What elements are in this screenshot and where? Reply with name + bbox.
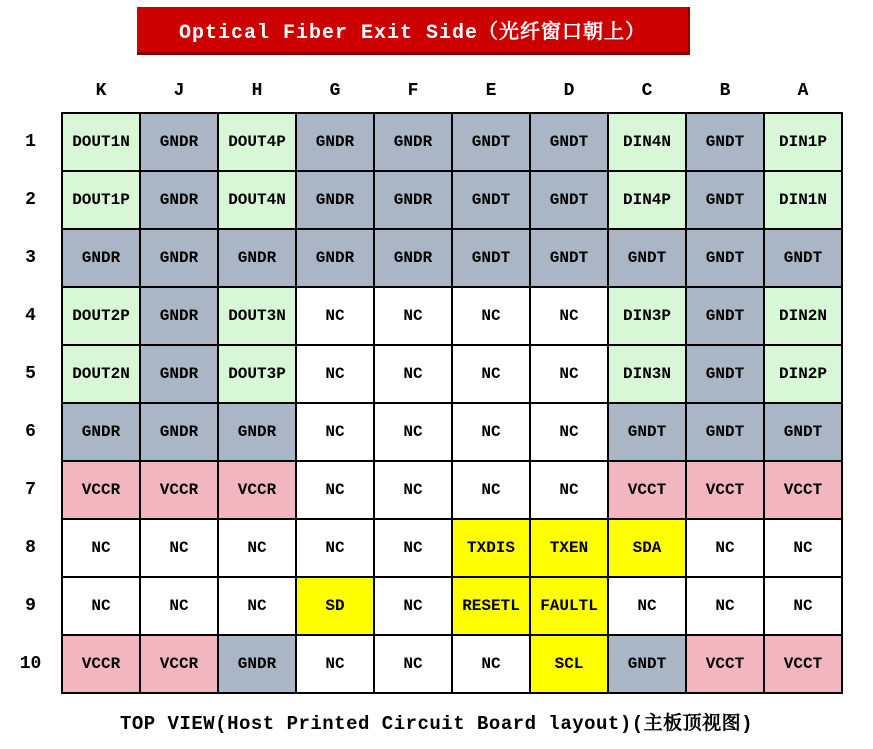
row-label-1: 1 (0, 113, 62, 171)
pin-cell-c1: DIN4N (608, 113, 686, 171)
pin-cell-b9: NC (686, 577, 764, 635)
pin-cell-c7: VCCT (608, 461, 686, 519)
pin-cell-k10: VCCR (62, 635, 140, 693)
row-label-10: 10 (0, 635, 62, 693)
pin-row-4 (0, 287, 842, 345)
pin-cell-h1: DOUT4P (218, 113, 296, 171)
pin-cell-g7: NC (296, 461, 374, 519)
column-header-h: H (218, 70, 296, 113)
pin-row-10 (0, 635, 842, 693)
pin-cell-g2: GNDR (296, 171, 374, 229)
pin-cell-d1: GNDT (530, 113, 608, 171)
pin-cell-h7: VCCR (218, 461, 296, 519)
column-header-k: K (62, 70, 140, 113)
pin-cell-f4: NC (374, 287, 452, 345)
pin-cell-k7: VCCR (62, 461, 140, 519)
pin-cell-h6: GNDR (218, 403, 296, 461)
pin-cell-e5: NC (452, 345, 530, 403)
caption: TOP VIEW(Host Printed Circuit Board layout)(主板顶视图) (119, 713, 754, 735)
pin-cell-j3: GNDR (140, 229, 218, 287)
pin-cell-d9: FAULTL (530, 577, 608, 635)
column-header-f: F (374, 70, 452, 113)
pin-row-2 (0, 171, 842, 229)
pin-cell-f5: NC (374, 345, 452, 403)
pin-cell-j8: NC (140, 519, 218, 577)
pin-cell-a8: NC (764, 519, 842, 577)
pin-cell-h8: NC (218, 519, 296, 577)
pin-cell-a6: GNDT (764, 403, 842, 461)
pin-cell-d8: TXEN (530, 519, 608, 577)
pin-cell-c10: GNDT (608, 635, 686, 693)
pin-cell-e1: GNDT (452, 113, 530, 171)
pin-cell-g10: NC (296, 635, 374, 693)
pin-cell-h10: GNDR (218, 635, 296, 693)
column-header-c: C (608, 70, 686, 113)
pin-cell-b7: VCCT (686, 461, 764, 519)
pin-cell-f3: GNDR (374, 229, 452, 287)
pin-row-3 (0, 229, 842, 287)
pin-cell-k1: DOUT1N (62, 113, 140, 171)
pin-cell-a4: DIN2N (764, 287, 842, 345)
pin-cell-a7: VCCT (764, 461, 842, 519)
pin-row-1 (0, 113, 842, 171)
pin-cell-f2: GNDR (374, 171, 452, 229)
pin-cell-h5: DOUT3P (218, 345, 296, 403)
pin-cell-f10: NC (374, 635, 452, 693)
pin-cell-j4: GNDR (140, 287, 218, 345)
pin-cell-c8: SDA (608, 519, 686, 577)
row-label-8: 8 (0, 519, 62, 577)
pin-cell-g8: NC (296, 519, 374, 577)
pin-cell-c6: GNDT (608, 403, 686, 461)
pin-cell-j9: NC (140, 577, 218, 635)
pin-cell-d5: NC (530, 345, 608, 403)
pin-cell-k6: GNDR (62, 403, 140, 461)
pin-cell-a9: NC (764, 577, 842, 635)
title-text: Optical Fiber Exit Side（光纤窗口朝上） (178, 21, 647, 45)
pin-cell-h9: NC (218, 577, 296, 635)
pin-cell-a5: DIN2P (764, 345, 842, 403)
pin-cell-e8: TXDIS (452, 519, 530, 577)
corner-cell (0, 70, 62, 113)
pin-row-8 (0, 519, 842, 577)
row-label-3: 3 (0, 229, 62, 287)
pin-cell-f7: NC (374, 461, 452, 519)
pin-row-9 (0, 577, 842, 635)
pin-cell-c3: GNDT (608, 229, 686, 287)
pin-cell-b8: NC (686, 519, 764, 577)
pin-table (0, 70, 843, 694)
pin-cell-k3: GNDR (62, 229, 140, 287)
pin-cell-b6: GNDT (686, 403, 764, 461)
pin-cell-e9: RESETL (452, 577, 530, 635)
row-label-2: 2 (0, 171, 62, 229)
pin-cell-g5: NC (296, 345, 374, 403)
pin-cell-f9: NC (374, 577, 452, 635)
pin-cell-b5: GNDT (686, 345, 764, 403)
row-label-9: 9 (0, 577, 62, 635)
pin-cell-h4: DOUT3N (218, 287, 296, 345)
pin-cell-j5: GNDR (140, 345, 218, 403)
column-header-g: G (296, 70, 374, 113)
pin-table-body (0, 70, 842, 693)
pin-cell-k8: NC (62, 519, 140, 577)
pin-cell-g9: SD (296, 577, 374, 635)
pin-cell-c9: NC (608, 577, 686, 635)
pin-row-6 (0, 403, 842, 461)
title-banner (137, 7, 690, 55)
pin-cell-e7: NC (452, 461, 530, 519)
pin-row-7 (0, 461, 842, 519)
row-label-7: 7 (0, 461, 62, 519)
pin-cell-c4: DIN3P (608, 287, 686, 345)
pin-cell-j10: VCCR (140, 635, 218, 693)
column-header-e: E (452, 70, 530, 113)
pin-cell-c5: DIN3N (608, 345, 686, 403)
pin-cell-d7: NC (530, 461, 608, 519)
pin-cell-f8: NC (374, 519, 452, 577)
pin-cell-f6: NC (374, 403, 452, 461)
pin-cell-h2: DOUT4N (218, 171, 296, 229)
pin-cell-b2: GNDT (686, 171, 764, 229)
column-header-d: D (530, 70, 608, 113)
column-header-a: A (764, 70, 842, 113)
pin-cell-k5: DOUT2N (62, 345, 140, 403)
pin-cell-a10: VCCT (764, 635, 842, 693)
pin-cell-g4: NC (296, 287, 374, 345)
pin-cell-d10: SCL (530, 635, 608, 693)
pin-cell-e4: NC (452, 287, 530, 345)
pin-cell-e10: NC (452, 635, 530, 693)
pin-cell-d6: NC (530, 403, 608, 461)
pin-cell-a3: GNDT (764, 229, 842, 287)
pin-cell-k4: DOUT2P (62, 287, 140, 345)
pin-cell-e3: GNDT (452, 229, 530, 287)
pin-cell-b10: VCCT (686, 635, 764, 693)
pin-cell-e2: GNDT (452, 171, 530, 229)
pin-cell-f1: GNDR (374, 113, 452, 171)
pin-cell-g1: GNDR (296, 113, 374, 171)
pin-cell-b1: GNDT (686, 113, 764, 171)
pin-cell-a2: DIN1N (764, 171, 842, 229)
pin-cell-d2: GNDT (530, 171, 608, 229)
pin-cell-j2: GNDR (140, 171, 218, 229)
pin-cell-b3: GNDT (686, 229, 764, 287)
pin-cell-d3: GNDT (530, 229, 608, 287)
row-label-5: 5 (0, 345, 62, 403)
pin-row-5 (0, 345, 842, 403)
pin-cell-a1: DIN1P (764, 113, 842, 171)
pin-cell-k2: DOUT1P (62, 171, 140, 229)
row-label-6: 6 (0, 403, 62, 461)
pin-cell-b4: GNDT (686, 287, 764, 345)
pin-cell-j1: GNDR (140, 113, 218, 171)
pin-cell-d4: NC (530, 287, 608, 345)
pin-cell-j6: GNDR (140, 403, 218, 461)
pin-cell-c2: DIN4P (608, 171, 686, 229)
row-label-4: 4 (0, 287, 62, 345)
pin-cell-h3: GNDR (218, 229, 296, 287)
pin-cell-k9: NC (62, 577, 140, 635)
pin-cell-e6: NC (452, 403, 530, 461)
pin-cell-g3: GNDR (296, 229, 374, 287)
pin-cell-g6: NC (296, 403, 374, 461)
pin-cell-j7: VCCR (140, 461, 218, 519)
column-header-j: J (140, 70, 218, 113)
header-row (0, 70, 842, 113)
column-header-b: B (686, 70, 764, 113)
